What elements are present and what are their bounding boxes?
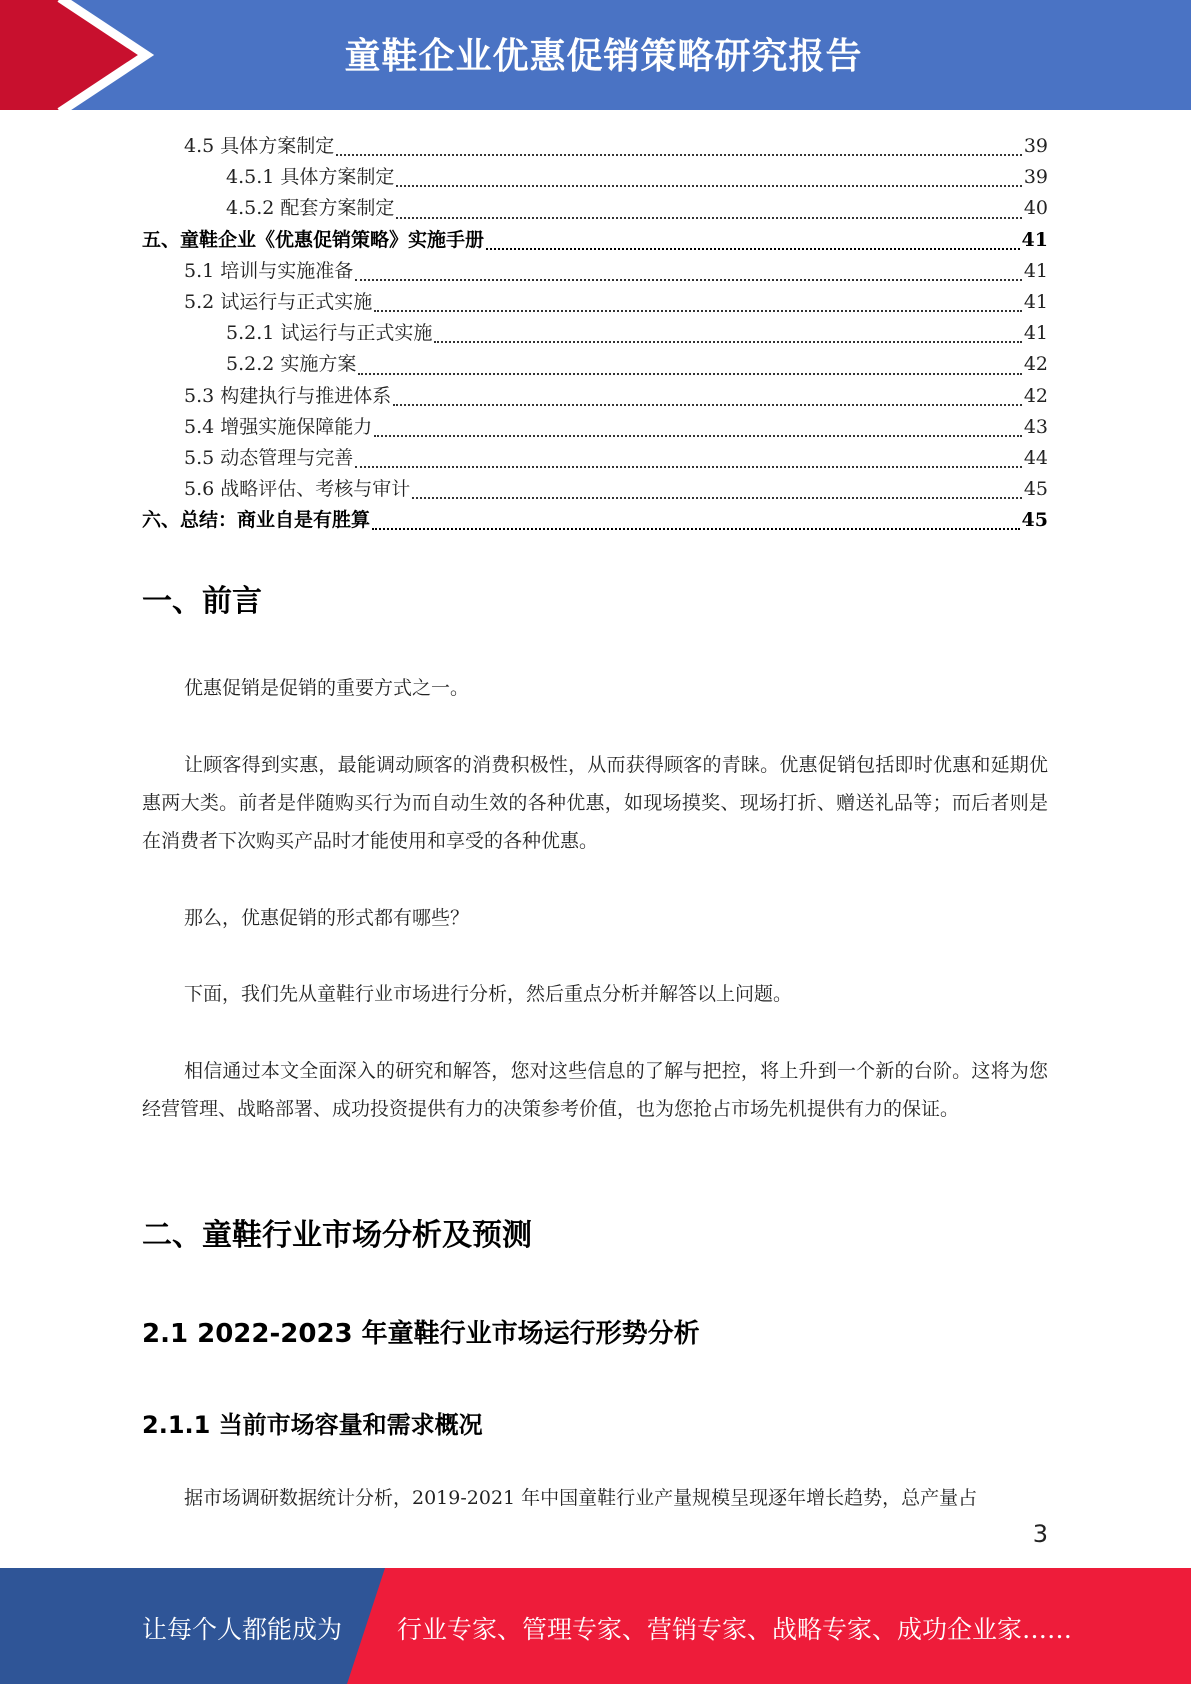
- toc-entry-page: 40: [1023, 197, 1048, 220]
- section-heading-preface: 一、前言: [142, 584, 262, 619]
- toc-entry[interactable]: [142, 505, 1048, 536]
- paragraph: 相信通过本文全面深入的研究和解答，您对这些信息的了解与把控，将上升到一个新的台阶。这将为您经营管理、战略部署、成功投资提供有力的决策参考价值，也为您抢占市场先机提供有力的保证。: [142, 1060, 1048, 1120]
- page-number: 3: [1032, 1520, 1048, 1548]
- toc-entry-page: 39: [1023, 166, 1048, 189]
- toc-entry-label: 4.5.2 配套方案制定: [226, 197, 395, 220]
- toc-entry-page: 41: [1023, 259, 1048, 282]
- toc-entry[interactable]: [142, 474, 1048, 505]
- toc-entry[interactable]: [142, 131, 1048, 162]
- toc-entry-label: 5.1 培训与实施准备: [184, 259, 354, 282]
- toc-entry-page: 42: [1023, 353, 1048, 376]
- toc-dot-leader: [434, 341, 1021, 343]
- toc-entry[interactable]: [142, 381, 1048, 412]
- toc-entry-label: 5.3 构建执行与推进体系: [184, 384, 392, 407]
- toc-entry[interactable]: [142, 162, 1048, 193]
- toc-entry-label: 五、童鞋企业《优惠促销策略》实施手册: [142, 228, 485, 251]
- toc-dot-leader: [393, 404, 1022, 406]
- toc-entry-page: 42: [1023, 384, 1048, 407]
- toc-dot-leader: [396, 217, 1021, 219]
- toc-dot-leader: [355, 466, 1022, 468]
- toc-entry-page: 43: [1023, 415, 1048, 438]
- toc-entry[interactable]: [142, 287, 1048, 318]
- toc-entry-label: 4.5 具体方案制定: [184, 135, 335, 157]
- toc-dot-leader: [358, 373, 1021, 375]
- toc-entry-page: 45: [1021, 509, 1048, 532]
- section-heading-market-analysis: 二、童鞋行业市场分析及预测: [142, 1218, 532, 1253]
- subsubsection-heading: 2.1.1 当前市场容量和需求概况: [142, 1411, 483, 1439]
- toc-entry-label: 5.2.2 实施方案: [226, 353, 357, 376]
- toc-entry-label: 5.2.1 试运行与正式实施: [226, 322, 433, 345]
- toc-dot-leader: [355, 279, 1022, 281]
- toc-entry[interactable]: [142, 443, 1048, 474]
- toc-entry-page: 41: [1023, 290, 1048, 313]
- table-of-contents: [142, 131, 1048, 536]
- toc-entry-page: 44: [1023, 446, 1048, 469]
- toc-entry[interactable]: [142, 225, 1048, 256]
- toc-entry-label: 4.5.1 具体方案制定: [226, 166, 395, 189]
- toc-dot-leader: [486, 248, 1020, 250]
- toc-dot-leader: [372, 528, 1020, 530]
- toc-entry-label: 5.2 试运行与正式实施: [184, 290, 373, 313]
- paragraph: 据市场调研数据统计分析，2019-2021 年中国童鞋行业产量规模呈现逐年增长趋势，总产量占: [184, 1487, 978, 1509]
- paragraph: 下面，我们先从童鞋行业市场进行分析，然后重点分析并解答以上问题。: [184, 983, 793, 1005]
- paragraph: 优惠促销是促销的重要方式之一。: [184, 677, 470, 699]
- toc-entry-page: 39: [1023, 135, 1048, 157]
- toc-entry[interactable]: [142, 193, 1048, 224]
- toc-entry-label: 5.5 动态管理与完善: [184, 446, 354, 469]
- toc-dot-leader: [336, 154, 1022, 156]
- page-header: [0, 0, 1191, 110]
- paragraph: 那么，优惠促销的形式都有哪些？: [184, 907, 470, 929]
- toc-dot-leader: [374, 435, 1022, 437]
- paragraph: 让顾客得到实惠，最能调动顾客的消费积极性，从而获得顾客的青睐。优惠促销包括即时优惠和延期优惠两大类。前者是伴随购买行为而自动生效的各种优惠，如现场摸奖、现场打折、赠送礼品等；而后者则是在消费者下次购买产品时才能使用和享受的各种优惠。: [142, 754, 1048, 852]
- page-footer: [0, 1568, 1191, 1684]
- toc-dot-leader: [374, 310, 1022, 312]
- toc-entry[interactable]: [142, 256, 1048, 287]
- toc-entry[interactable]: [142, 349, 1048, 380]
- footer-slogan-right: 行业专家、管理专家、营销专家、战略专家、成功企业家……: [397, 1615, 1073, 1644]
- toc-entry-page: 41: [1023, 322, 1048, 345]
- toc-dot-leader: [412, 497, 1022, 499]
- document-title: 童鞋企业优惠促销策略研究报告: [344, 36, 863, 77]
- toc-entry[interactable]: [142, 318, 1048, 349]
- toc-dot-leader: [396, 185, 1021, 187]
- toc-entry-label: 5.6 战略评估、考核与审计: [184, 478, 411, 501]
- footer-slogan-left: 让每个人都能成为: [142, 1615, 343, 1644]
- toc-entry-page: 45: [1023, 478, 1048, 501]
- toc-entry[interactable]: [142, 412, 1048, 443]
- toc-entry-page: 41: [1021, 228, 1048, 251]
- subsection-heading: 2.1 2022-2023 年童鞋行业市场运行形势分析: [142, 1319, 700, 1349]
- toc-entry-label: 六、总结：商业自是有胜算: [142, 509, 371, 532]
- toc-entry-label: 5.4 增强实施保障能力: [184, 415, 373, 438]
